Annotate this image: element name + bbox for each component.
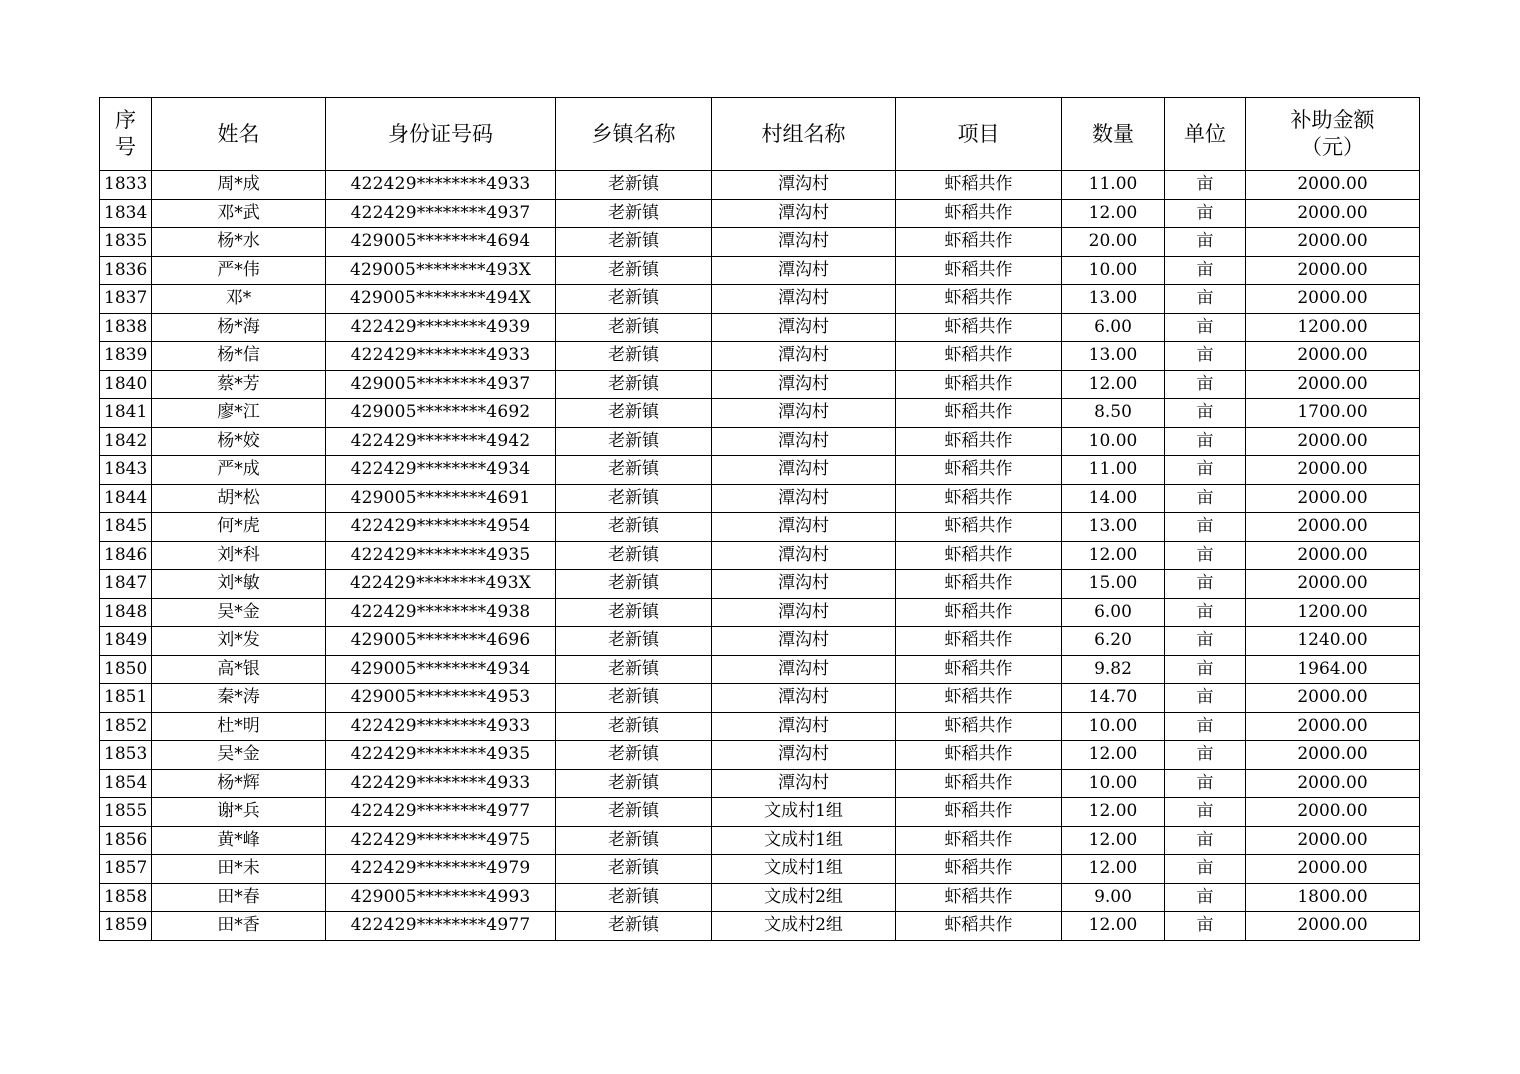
cell-unit: 亩 xyxy=(1165,741,1246,770)
cell-unit: 亩 xyxy=(1165,684,1246,713)
cell-quantity: 14.70 xyxy=(1062,684,1165,713)
cell-amount: 2000.00 xyxy=(1246,513,1420,542)
cell-id-number: 429005********4937 xyxy=(326,370,556,399)
cell-amount: 2000.00 xyxy=(1246,541,1420,570)
cell-project: 虾稻共作 xyxy=(896,598,1062,627)
header-unit: 单位 xyxy=(1165,98,1246,171)
table-row xyxy=(100,627,1420,656)
table-row xyxy=(100,855,1420,884)
cell-seq: 1854 xyxy=(100,769,152,798)
cell-seq: 1857 xyxy=(100,855,152,884)
cell-amount: 2000.00 xyxy=(1246,199,1420,228)
cell-id-number: 429005********4692 xyxy=(326,399,556,428)
cell-seq: 1852 xyxy=(100,712,152,741)
cell-project: 虾稻共作 xyxy=(896,342,1062,371)
table-row xyxy=(100,798,1420,827)
cell-town: 老新镇 xyxy=(556,855,712,884)
cell-id-number: 422429********4933 xyxy=(326,171,556,200)
cell-id-number: 429005********4993 xyxy=(326,883,556,912)
cell-amount: 2000.00 xyxy=(1246,798,1420,827)
cell-quantity: 12.00 xyxy=(1062,912,1165,941)
cell-seq: 1845 xyxy=(100,513,152,542)
cell-seq: 1837 xyxy=(100,285,152,314)
subsidy-table xyxy=(99,97,1420,941)
cell-id-number: 422429********4933 xyxy=(326,769,556,798)
cell-project: 虾稻共作 xyxy=(896,684,1062,713)
cell-unit: 亩 xyxy=(1165,513,1246,542)
cell-project: 虾稻共作 xyxy=(896,484,1062,513)
cell-village: 潭沟村 xyxy=(712,427,896,456)
cell-seq: 1850 xyxy=(100,655,152,684)
header-project: 项目 xyxy=(896,98,1062,171)
cell-project: 虾稻共作 xyxy=(896,855,1062,884)
cell-unit: 亩 xyxy=(1165,484,1246,513)
cell-unit: 亩 xyxy=(1165,798,1246,827)
cell-unit: 亩 xyxy=(1165,826,1246,855)
cell-project: 虾稻共作 xyxy=(896,798,1062,827)
cell-seq: 1843 xyxy=(100,456,152,485)
cell-amount: 2000.00 xyxy=(1246,570,1420,599)
cell-name: 刘*发 xyxy=(152,627,326,656)
cell-amount: 2000.00 xyxy=(1246,285,1420,314)
cell-id-number: 429005********493X xyxy=(326,256,556,285)
cell-quantity: 6.00 xyxy=(1062,598,1165,627)
cell-name: 刘*敏 xyxy=(152,570,326,599)
cell-unit: 亩 xyxy=(1165,199,1246,228)
cell-name: 田*未 xyxy=(152,855,326,884)
cell-name: 严*成 xyxy=(152,456,326,485)
cell-town: 老新镇 xyxy=(556,541,712,570)
cell-quantity: 10.00 xyxy=(1062,769,1165,798)
cell-seq: 1841 xyxy=(100,399,152,428)
cell-unit: 亩 xyxy=(1165,399,1246,428)
cell-id-number: 422429********4954 xyxy=(326,513,556,542)
cell-amount: 1240.00 xyxy=(1246,627,1420,656)
cell-name: 杨*辉 xyxy=(152,769,326,798)
cell-quantity: 11.00 xyxy=(1062,456,1165,485)
cell-seq: 1834 xyxy=(100,199,152,228)
cell-id-number: 422429********4934 xyxy=(326,456,556,485)
cell-id-number: 429005********4934 xyxy=(326,655,556,684)
cell-project: 虾稻共作 xyxy=(896,883,1062,912)
table-row xyxy=(100,199,1420,228)
table-body xyxy=(100,171,1420,941)
cell-town: 老新镇 xyxy=(556,370,712,399)
cell-village: 潭沟村 xyxy=(712,598,896,627)
cell-town: 老新镇 xyxy=(556,684,712,713)
cell-name: 杨*信 xyxy=(152,342,326,371)
cell-quantity: 12.00 xyxy=(1062,370,1165,399)
cell-quantity: 6.00 xyxy=(1062,313,1165,342)
cell-quantity: 12.00 xyxy=(1062,798,1165,827)
cell-village: 潭沟村 xyxy=(712,256,896,285)
cell-unit: 亩 xyxy=(1165,883,1246,912)
cell-project: 虾稻共作 xyxy=(896,912,1062,941)
cell-quantity: 13.00 xyxy=(1062,513,1165,542)
cell-name: 秦*涛 xyxy=(152,684,326,713)
cell-quantity: 8.50 xyxy=(1062,399,1165,428)
cell-seq: 1856 xyxy=(100,826,152,855)
table-header xyxy=(100,98,1420,171)
cell-village: 潭沟村 xyxy=(712,570,896,599)
cell-village: 潭沟村 xyxy=(712,285,896,314)
cell-name: 严*伟 xyxy=(152,256,326,285)
cell-project: 虾稻共作 xyxy=(896,741,1062,770)
cell-seq: 1851 xyxy=(100,684,152,713)
cell-village: 潭沟村 xyxy=(712,484,896,513)
cell-amount: 1700.00 xyxy=(1246,399,1420,428)
cell-unit: 亩 xyxy=(1165,541,1246,570)
cell-village: 潭沟村 xyxy=(712,684,896,713)
cell-quantity: 12.00 xyxy=(1062,741,1165,770)
cell-town: 老新镇 xyxy=(556,513,712,542)
cell-town: 老新镇 xyxy=(556,256,712,285)
cell-id-number: 422429********4939 xyxy=(326,313,556,342)
cell-town: 老新镇 xyxy=(556,228,712,257)
cell-town: 老新镇 xyxy=(556,570,712,599)
cell-amount: 2000.00 xyxy=(1246,484,1420,513)
header-seq-line2: 号 xyxy=(115,135,136,159)
cell-name: 田*香 xyxy=(152,912,326,941)
cell-project: 虾稻共作 xyxy=(896,199,1062,228)
cell-quantity: 10.00 xyxy=(1062,712,1165,741)
cell-name: 周*成 xyxy=(152,171,326,200)
cell-unit: 亩 xyxy=(1165,655,1246,684)
cell-village: 潭沟村 xyxy=(712,655,896,684)
cell-village: 潭沟村 xyxy=(712,712,896,741)
header-seq-line1: 序 xyxy=(115,108,136,132)
cell-unit: 亩 xyxy=(1165,370,1246,399)
cell-quantity: 10.00 xyxy=(1062,427,1165,456)
cell-quantity: 11.00 xyxy=(1062,171,1165,200)
cell-amount: 1964.00 xyxy=(1246,655,1420,684)
cell-name: 刘*科 xyxy=(152,541,326,570)
cell-id-number: 422429********4933 xyxy=(326,712,556,741)
cell-name: 何*虎 xyxy=(152,513,326,542)
cell-seq: 1840 xyxy=(100,370,152,399)
cell-unit: 亩 xyxy=(1165,627,1246,656)
cell-seq: 1844 xyxy=(100,484,152,513)
cell-quantity: 13.00 xyxy=(1062,342,1165,371)
cell-name: 谢*兵 xyxy=(152,798,326,827)
cell-name: 蔡*芳 xyxy=(152,370,326,399)
table-row xyxy=(100,826,1420,855)
cell-unit: 亩 xyxy=(1165,342,1246,371)
cell-unit: 亩 xyxy=(1165,313,1246,342)
table-row xyxy=(100,427,1420,456)
cell-town: 老新镇 xyxy=(556,399,712,428)
cell-town: 老新镇 xyxy=(556,285,712,314)
cell-town: 老新镇 xyxy=(556,826,712,855)
cell-seq: 1836 xyxy=(100,256,152,285)
cell-village: 潭沟村 xyxy=(712,541,896,570)
cell-unit: 亩 xyxy=(1165,570,1246,599)
cell-town: 老新镇 xyxy=(556,627,712,656)
cell-name: 杨*姣 xyxy=(152,427,326,456)
cell-id-number: 429005********494X xyxy=(326,285,556,314)
table-row xyxy=(100,370,1420,399)
cell-seq: 1849 xyxy=(100,627,152,656)
cell-name: 杨*水 xyxy=(152,228,326,257)
cell-unit: 亩 xyxy=(1165,712,1246,741)
cell-amount: 2000.00 xyxy=(1246,171,1420,200)
cell-name: 胡*松 xyxy=(152,484,326,513)
cell-name: 吴*金 xyxy=(152,598,326,627)
cell-town: 老新镇 xyxy=(556,313,712,342)
cell-id-number: 429005********4696 xyxy=(326,627,556,656)
cell-village: 潭沟村 xyxy=(712,627,896,656)
cell-village: 潭沟村 xyxy=(712,171,896,200)
table-row xyxy=(100,570,1420,599)
cell-id-number: 422429********4935 xyxy=(326,741,556,770)
cell-project: 虾稻共作 xyxy=(896,826,1062,855)
table-row xyxy=(100,171,1420,200)
cell-unit: 亩 xyxy=(1165,228,1246,257)
cell-village: 潭沟村 xyxy=(712,741,896,770)
cell-amount: 1200.00 xyxy=(1246,313,1420,342)
cell-unit: 亩 xyxy=(1165,598,1246,627)
cell-project: 虾稻共作 xyxy=(896,769,1062,798)
table-row xyxy=(100,313,1420,342)
cell-town: 老新镇 xyxy=(556,342,712,371)
cell-seq: 1858 xyxy=(100,883,152,912)
cell-seq: 1838 xyxy=(100,313,152,342)
cell-id-number: 422429********4975 xyxy=(326,826,556,855)
header-row xyxy=(100,98,1420,171)
table-row xyxy=(100,655,1420,684)
table-row xyxy=(100,513,1420,542)
cell-town: 老新镇 xyxy=(556,427,712,456)
cell-id-number: 422429********4979 xyxy=(326,855,556,884)
table-row xyxy=(100,883,1420,912)
cell-town: 老新镇 xyxy=(556,598,712,627)
cell-amount: 2000.00 xyxy=(1246,855,1420,884)
cell-seq: 1842 xyxy=(100,427,152,456)
cell-name: 吴*金 xyxy=(152,741,326,770)
cell-unit: 亩 xyxy=(1165,456,1246,485)
cell-name: 邓* xyxy=(152,285,326,314)
cell-village: 文成村2组 xyxy=(712,912,896,941)
cell-quantity: 10.00 xyxy=(1062,256,1165,285)
cell-quantity: 12.00 xyxy=(1062,541,1165,570)
cell-amount: 2000.00 xyxy=(1246,712,1420,741)
cell-unit: 亩 xyxy=(1165,171,1246,200)
cell-project: 虾稻共作 xyxy=(896,228,1062,257)
table-row xyxy=(100,769,1420,798)
cell-id-number: 429005********4691 xyxy=(326,484,556,513)
cell-unit: 亩 xyxy=(1165,912,1246,941)
cell-id-number: 422429********4942 xyxy=(326,427,556,456)
cell-village: 潭沟村 xyxy=(712,199,896,228)
cell-village: 潭沟村 xyxy=(712,370,896,399)
cell-project: 虾稻共作 xyxy=(896,655,1062,684)
table-row xyxy=(100,541,1420,570)
table-row xyxy=(100,456,1420,485)
header-town: 乡镇名称 xyxy=(556,98,712,171)
cell-id-number: 429005********4694 xyxy=(326,228,556,257)
cell-amount: 2000.00 xyxy=(1246,912,1420,941)
header-amount-line1: 补助金额 xyxy=(1290,108,1375,132)
cell-village: 文成村1组 xyxy=(712,798,896,827)
cell-project: 虾稻共作 xyxy=(896,456,1062,485)
cell-village: 潭沟村 xyxy=(712,399,896,428)
cell-amount: 2000.00 xyxy=(1246,228,1420,257)
cell-village: 潭沟村 xyxy=(712,313,896,342)
table-row xyxy=(100,712,1420,741)
header-id-number: 身份证号码 xyxy=(326,98,556,171)
header-amount xyxy=(1246,98,1420,171)
cell-town: 老新镇 xyxy=(556,199,712,228)
cell-seq: 1835 xyxy=(100,228,152,257)
cell-unit: 亩 xyxy=(1165,427,1246,456)
cell-village: 潭沟村 xyxy=(712,342,896,371)
cell-amount: 2000.00 xyxy=(1246,826,1420,855)
cell-project: 虾稻共作 xyxy=(896,171,1062,200)
cell-id-number: 422429********4938 xyxy=(326,598,556,627)
header-quantity: 数量 xyxy=(1062,98,1165,171)
table-row xyxy=(100,598,1420,627)
table-row xyxy=(100,741,1420,770)
cell-id-number: 429005********4953 xyxy=(326,684,556,713)
header-amount-line2: （元） xyxy=(1301,135,1364,159)
cell-name: 高*银 xyxy=(152,655,326,684)
cell-name: 邓*武 xyxy=(152,199,326,228)
cell-id-number: 422429********4977 xyxy=(326,798,556,827)
table-row xyxy=(100,399,1420,428)
cell-town: 老新镇 xyxy=(556,171,712,200)
cell-unit: 亩 xyxy=(1165,285,1246,314)
cell-quantity: 15.00 xyxy=(1062,570,1165,599)
cell-amount: 2000.00 xyxy=(1246,741,1420,770)
cell-town: 老新镇 xyxy=(556,484,712,513)
cell-project: 虾稻共作 xyxy=(896,712,1062,741)
cell-id-number: 422429********4933 xyxy=(326,342,556,371)
cell-project: 虾稻共作 xyxy=(896,370,1062,399)
cell-town: 老新镇 xyxy=(556,769,712,798)
cell-quantity: 12.00 xyxy=(1062,826,1165,855)
cell-quantity: 9.82 xyxy=(1062,655,1165,684)
cell-amount: 2000.00 xyxy=(1246,256,1420,285)
cell-quantity: 12.00 xyxy=(1062,855,1165,884)
cell-quantity: 13.00 xyxy=(1062,285,1165,314)
cell-seq: 1855 xyxy=(100,798,152,827)
cell-village: 潭沟村 xyxy=(712,513,896,542)
cell-project: 虾稻共作 xyxy=(896,313,1062,342)
cell-amount: 2000.00 xyxy=(1246,769,1420,798)
table-row xyxy=(100,256,1420,285)
cell-amount: 1200.00 xyxy=(1246,598,1420,627)
cell-id-number: 422429********493X xyxy=(326,570,556,599)
cell-amount: 2000.00 xyxy=(1246,342,1420,371)
table-row xyxy=(100,228,1420,257)
cell-name: 田*春 xyxy=(152,883,326,912)
cell-seq: 1859 xyxy=(100,912,152,941)
cell-seq: 1848 xyxy=(100,598,152,627)
cell-seq: 1846 xyxy=(100,541,152,570)
cell-village: 潭沟村 xyxy=(712,228,896,257)
cell-project: 虾稻共作 xyxy=(896,513,1062,542)
header-village: 村组名称 xyxy=(712,98,896,171)
cell-unit: 亩 xyxy=(1165,256,1246,285)
cell-project: 虾稻共作 xyxy=(896,627,1062,656)
cell-id-number: 422429********4937 xyxy=(326,199,556,228)
cell-name: 杜*明 xyxy=(152,712,326,741)
cell-amount: 2000.00 xyxy=(1246,684,1420,713)
header-name: 姓名 xyxy=(152,98,326,171)
cell-quantity: 20.00 xyxy=(1062,228,1165,257)
cell-seq: 1847 xyxy=(100,570,152,599)
cell-village: 文成村1组 xyxy=(712,826,896,855)
cell-unit: 亩 xyxy=(1165,769,1246,798)
table-row xyxy=(100,342,1420,371)
cell-unit: 亩 xyxy=(1165,855,1246,884)
cell-amount: 2000.00 xyxy=(1246,370,1420,399)
cell-seq: 1853 xyxy=(100,741,152,770)
cell-name: 杨*海 xyxy=(152,313,326,342)
cell-amount: 2000.00 xyxy=(1246,456,1420,485)
cell-seq: 1839 xyxy=(100,342,152,371)
cell-town: 老新镇 xyxy=(556,456,712,485)
cell-village: 文成村2组 xyxy=(712,883,896,912)
cell-village: 潭沟村 xyxy=(712,456,896,485)
cell-town: 老新镇 xyxy=(556,912,712,941)
cell-project: 虾稻共作 xyxy=(896,427,1062,456)
header-seq xyxy=(100,98,152,171)
cell-amount: 1800.00 xyxy=(1246,883,1420,912)
cell-village: 潭沟村 xyxy=(712,769,896,798)
cell-village: 文成村1组 xyxy=(712,855,896,884)
cell-id-number: 422429********4977 xyxy=(326,912,556,941)
table-row xyxy=(100,684,1420,713)
cell-town: 老新镇 xyxy=(556,741,712,770)
cell-name: 黄*峰 xyxy=(152,826,326,855)
cell-project: 虾稻共作 xyxy=(896,570,1062,599)
cell-quantity: 9.00 xyxy=(1062,883,1165,912)
cell-id-number: 422429********4935 xyxy=(326,541,556,570)
cell-project: 虾稻共作 xyxy=(896,256,1062,285)
cell-quantity: 6.20 xyxy=(1062,627,1165,656)
table-row xyxy=(100,912,1420,941)
cell-project: 虾稻共作 xyxy=(896,399,1062,428)
cell-town: 老新镇 xyxy=(556,655,712,684)
cell-town: 老新镇 xyxy=(556,883,712,912)
cell-town: 老新镇 xyxy=(556,798,712,827)
cell-quantity: 12.00 xyxy=(1062,199,1165,228)
table-row xyxy=(100,484,1420,513)
cell-project: 虾稻共作 xyxy=(896,541,1062,570)
cell-name: 廖*江 xyxy=(152,399,326,428)
cell-seq: 1833 xyxy=(100,171,152,200)
cell-town: 老新镇 xyxy=(556,712,712,741)
table-row xyxy=(100,285,1420,314)
cell-project: 虾稻共作 xyxy=(896,285,1062,314)
cell-amount: 2000.00 xyxy=(1246,427,1420,456)
cell-quantity: 14.00 xyxy=(1062,484,1165,513)
